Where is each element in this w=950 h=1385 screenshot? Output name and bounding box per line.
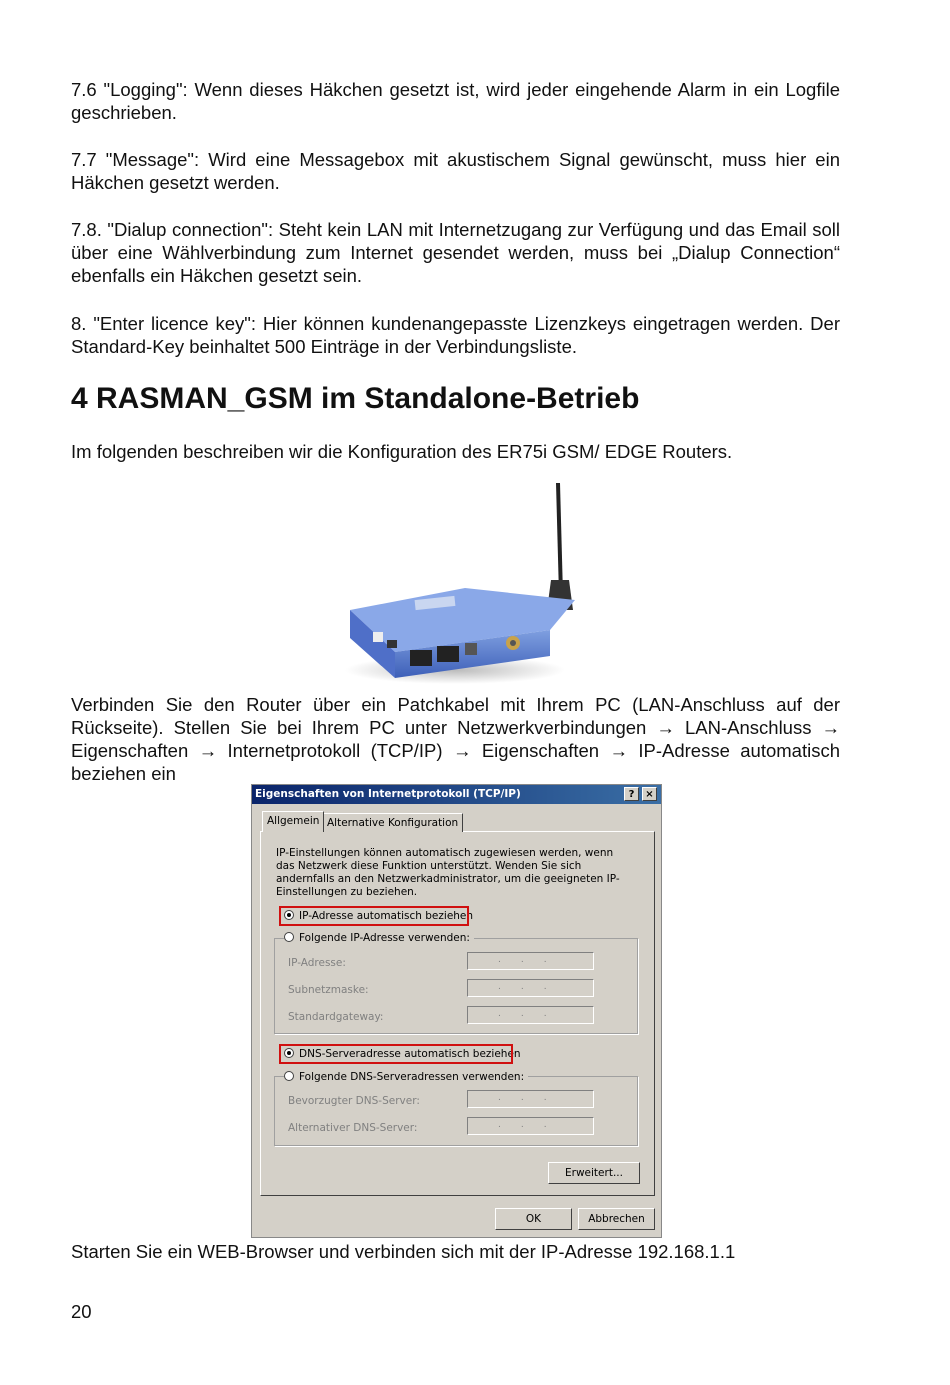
connect-text-3: Eigenschaften — [71, 740, 189, 761]
ip-address-input[interactable]: ... — [467, 952, 594, 970]
tab-general[interactable]: Allgemein — [262, 811, 324, 832]
radio-unselected-icon — [284, 932, 294, 942]
highlight-box-dns — [279, 1044, 513, 1064]
dns-settings-group — [274, 1076, 638, 1146]
radio-ip-manual-label: Folgende IP-Adresse verwenden: — [299, 932, 470, 944]
router-image — [335, 480, 595, 690]
paragraph-connect — [71, 693, 840, 785]
ok-button[interactable]: OK — [495, 1208, 572, 1230]
paragraph-intro: Im folgenden beschreiben wir die Konfiguration des ER75i GSM/ EDGE Routers. — [71, 441, 733, 462]
paragraph-message: 7.7 "Message": Wird eine Messagebox mit akustischem Signal gewünscht, muss hier ein Häkchen gesetzt werden. — [71, 149, 840, 193]
radio-dns-manual[interactable] — [284, 1070, 528, 1084]
close-button[interactable]: × — [642, 787, 657, 801]
dialog-title: Eigenschaften von Internetprotokoll (TCP/IP) — [252, 785, 661, 804]
radio-unselected-icon — [284, 1071, 294, 1081]
help-button[interactable]: ? — [624, 787, 639, 801]
preferred-dns-label: Bevorzugter DNS-Server: — [288, 1095, 420, 1107]
gateway-label: Standardgateway: — [288, 1011, 384, 1023]
alternative-dns-label: Alternativer DNS-Server: — [288, 1122, 418, 1134]
advanced-button[interactable]: Erweitert... — [548, 1162, 640, 1184]
section-heading: 4 RASMAN_GSM im Standalone-Betrieb — [71, 382, 640, 415]
radio-dns-manual-label: Folgende DNS-Serveradressen verwenden: — [299, 1071, 525, 1083]
page-number: 20 — [71, 1301, 92, 1322]
ip-address-label: IP-Adresse: — [288, 957, 346, 969]
preferred-dns-input[interactable]: ... — [467, 1090, 594, 1108]
subnet-mask-input[interactable]: ... — [467, 979, 594, 997]
radio-ip-auto-label: IP-Adresse automatisch beziehen — [299, 910, 474, 922]
subnet-mask-label: Subnetzmaske: — [288, 984, 369, 996]
arrow-icon: → — [452, 740, 472, 761]
arrow-icon: → — [656, 717, 675, 738]
info-text: IP-Einstellungen können automatisch zugewiesen werden, wenn das Netzwerk diese Funktion unterstützt. Wenden Sie sich andernfalls an den Netzwerkadministrator, um die geeigneten IP-Einstellungen zu beziehen. — [276, 847, 620, 898]
arrow-icon: → — [821, 717, 841, 738]
radio-dns-auto-label: DNS-Serveradresse automatisch beziehen — [299, 1048, 521, 1060]
paragraph-closing: Starten Sie ein WEB-Browser und verbinden sich mit der IP-Adresse 192.168.1.1 — [71, 1241, 736, 1262]
connect-text-4: Internetprotokoll (TCP/IP) — [227, 740, 443, 761]
connect-text-6: IP-Adresse automatisch beziehen ein — [71, 740, 841, 784]
arrow-icon: → — [609, 740, 628, 761]
arrow-icon: → — [198, 740, 218, 761]
connect-text-1: Verbinden Sie den Router über ein Patchkabel mit Ihrem PC (LAN-Anschluss auf der Rückseite). Stellen Sie bei Ihrem PC unter Netzwerkverbindungen — [71, 694, 840, 738]
cancel-button[interactable]: Abbrechen — [578, 1208, 655, 1230]
highlight-box-ip — [279, 906, 469, 926]
gateway-input[interactable]: ... — [467, 1006, 594, 1024]
tab-alternative-config[interactable]: Alternative Konfiguration — [322, 813, 463, 832]
alternative-dns-input[interactable]: ... — [467, 1117, 594, 1135]
tcpip-properties-dialog — [251, 784, 662, 1238]
paragraph-licence-key: 8. "Enter licence key": Hier können kundenangepasste Lizenzkeys eingetragen werden. Der Standard-Key beinhaltet 500 Einträge in der Verbindungsliste. — [71, 313, 840, 357]
connect-text-2: LAN-Anschluss — [685, 717, 812, 738]
connect-text-5: Eigenschaften — [481, 740, 600, 761]
paragraph-logging: 7.6 "Logging": Wenn dieses Häkchen gesetzt ist, wird jeder eingehende Alarm in ein Logfile geschrieben. — [71, 79, 840, 123]
paragraph-dialup: 7.8. "Dialup connection": Steht kein LAN mit Internetzugang zur Verfügung und das Email soll über eine Wählverbindung zum Internet gesendet werden, muss bei „Dialup Connection“ ebenfalls ein Häkchen gesetzt sein. — [71, 219, 840, 286]
radio-ip-manual[interactable] — [284, 931, 474, 945]
